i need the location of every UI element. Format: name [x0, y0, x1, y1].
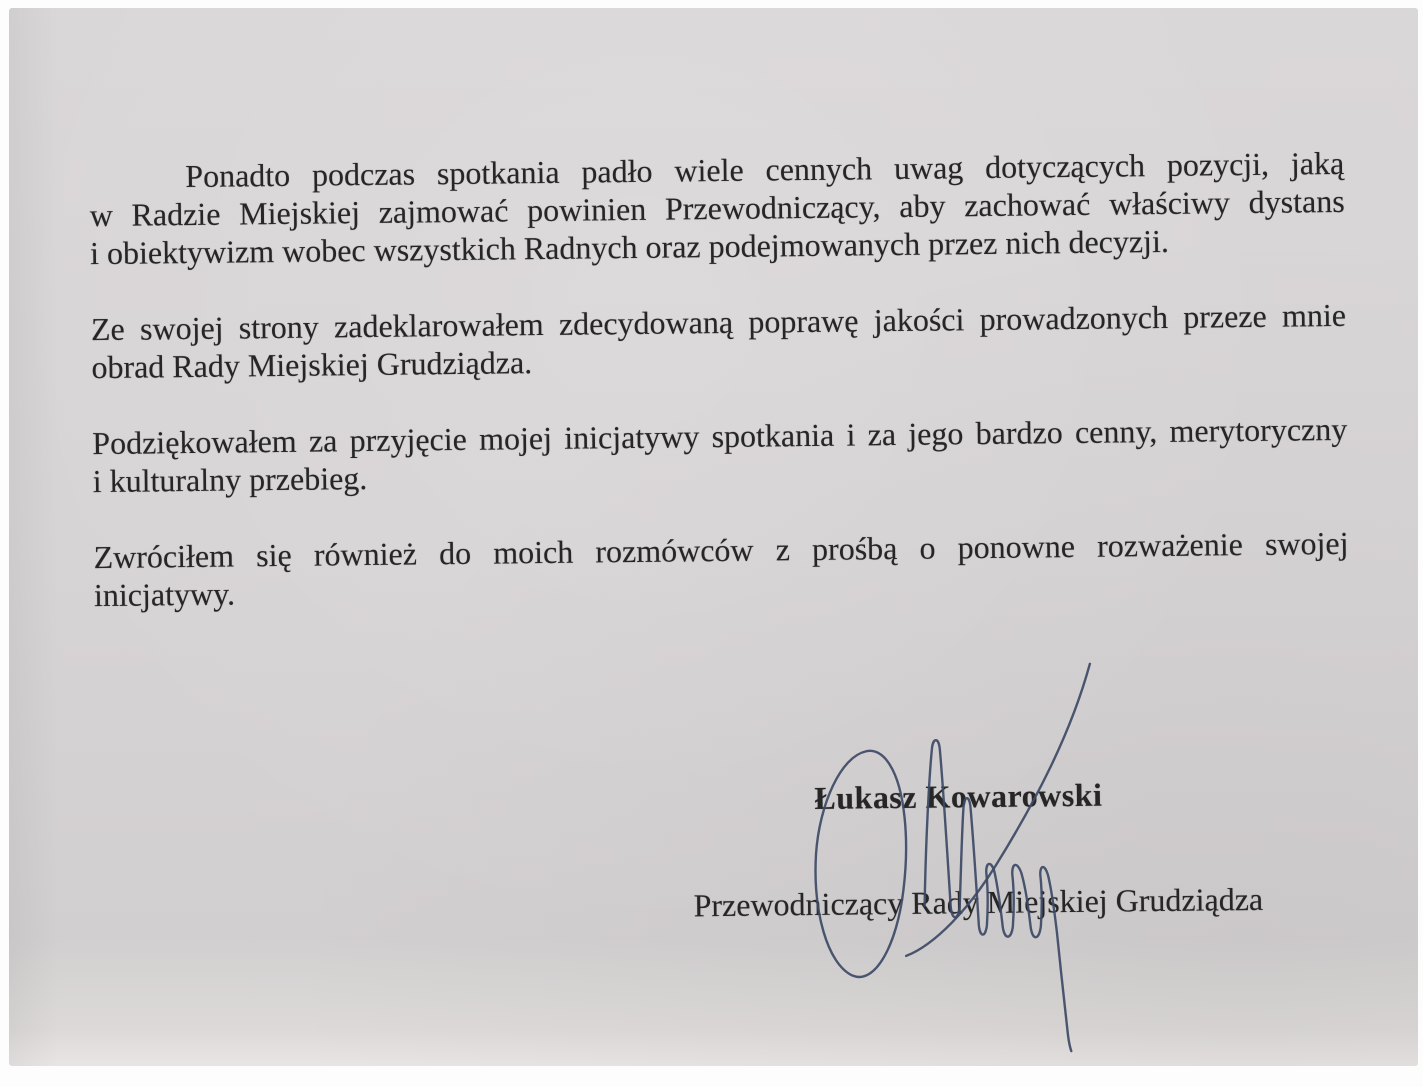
text-line: obrad Rady Miejskiej Grudziądza.: [91, 344, 533, 386]
text-line: Zwróciłem się również do moich rozmówców z prośbą o ponowne rozważenie swojej: [93, 524, 1349, 576]
text-line: Ponadto podczas spotkania padło wiele cennych uwag dotyczących pozycji, jaką: [185, 144, 1345, 195]
text-line: Ze swojej strony zadeklarowałem zdecydowaną poprawę jakości prowadzonych przeze mnie: [90, 296, 1347, 348]
paragraph-3: [92, 410, 1348, 500]
letter-body: [89, 144, 1354, 1070]
text-line: w Radzie Miejskiej zajmować powinien Przewodniczący, aby zachować właściwy dystans: [89, 182, 1345, 234]
paragraph-2: [91, 296, 1347, 386]
signature-name: Łukasz Kowarowski: [814, 776, 1103, 816]
handwritten-signature-ink: [770, 636, 1115, 1080]
text-line: inicjatywy.: [93, 575, 236, 614]
text-line: i kulturalny przebieg.: [92, 460, 368, 500]
letter-page: [9, 8, 1418, 1066]
paragraph-4: [93, 524, 1349, 614]
signature-title: Przewodniczący Rady Miejskiej Grudziądza: [693, 880, 1264, 924]
text-line: Podziękowałem za przyjęcie mojej inicjatywy spotkania i za jego bardzo cenny, merytoryczny: [92, 410, 1348, 462]
text-line: i obiektywizm wobec wszystkich Radnych oraz podejmowanych przez nich decyzji.: [89, 222, 1170, 272]
paragraph-1: [89, 144, 1345, 272]
